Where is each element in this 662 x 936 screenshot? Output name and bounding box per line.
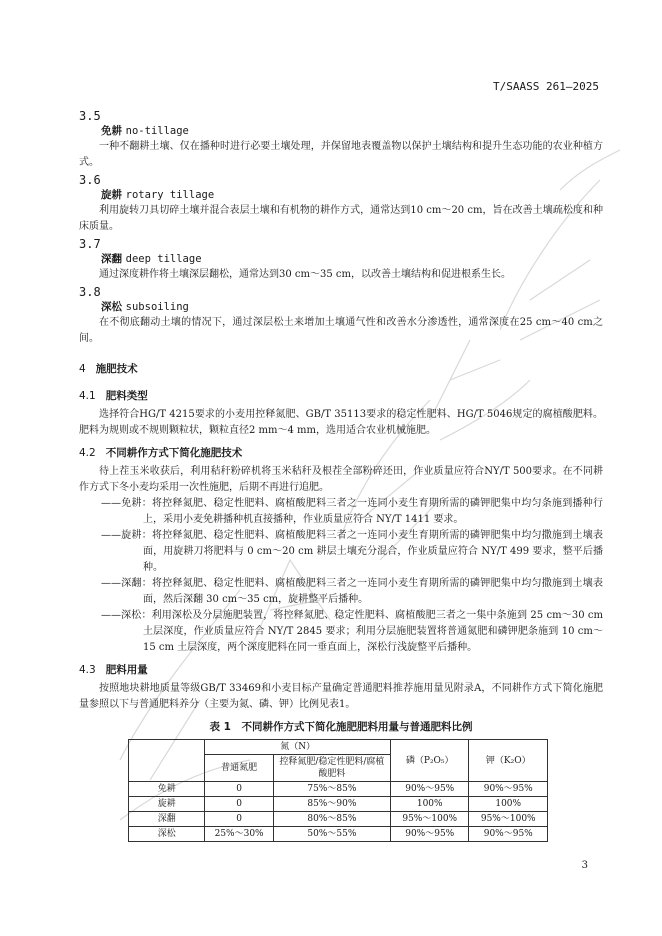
cell-common: 0 <box>205 782 273 797</box>
term-3-6 <box>79 172 603 235</box>
list-item-subsoiling: ——深松：利用深松及分层施肥装置，将控释氮肥、稳定性肥料、腐植酸肥三者之一集中条施到 25 cm～30 cm 土层深度，作业质量应符合 NY/T 2845 要求；利用分层施肥装置将普通氮肥和磷钾肥条施到 10 cm～15 cm 土层深度，两个深度肥料在同一垂直面上，深松行浅旋整平后播种。 <box>101 610 603 653</box>
header-controlled-release: 控释氮肥/稳定性肥料/腐植酸肥料 <box>273 755 390 782</box>
term-number: 3.8 <box>79 285 101 299</box>
term-zh: 深松 <box>101 301 122 313</box>
section-title: 不同耕作方式下简化施肥技术 <box>105 447 243 459</box>
row-label: 深翻 <box>129 812 205 827</box>
cell-p: 90%～95% <box>390 782 468 797</box>
section-4-2-heading <box>79 445 603 460</box>
row-label: 深松 <box>129 827 205 842</box>
term-en: rotary tillage <box>125 189 215 201</box>
section-title: 施肥技术 <box>95 363 138 375</box>
section-number: 4.3 <box>79 664 96 676</box>
cell-common: 0 <box>205 797 273 812</box>
cell-ctrl: 75%～85% <box>273 782 390 797</box>
term-3-5 <box>79 108 603 171</box>
term-3-7 <box>79 236 603 283</box>
cell-p: 95%～100% <box>390 812 468 827</box>
header-nitrogen: 氮（N） <box>205 740 391 755</box>
row-label: 旋耕 <box>129 797 205 812</box>
cell-ctrl: 85%～90% <box>273 797 390 812</box>
cell-ctrl: 50%～55% <box>273 827 390 842</box>
term-number: 3.5 <box>79 109 101 123</box>
term-en: subsoiling <box>125 301 189 313</box>
term-definition: 在不彻底翻动土壤的情况下，通过深层松土来增加土壤通气性和改善水分渗透性，通常深度在25 cm～40 cm之间。 <box>79 317 603 344</box>
table-corner <box>129 740 205 782</box>
table-row <box>129 782 548 797</box>
list-item-no-tillage: ——免耕：将控释氮肥、稳定性肥料、腐植酸肥料三者之一连同小麦生育期所需的磷钾肥集中均匀条施到播种行上，采用小麦免耕播种机直接播种，作业质量应符合 NY/T 1411 要求。 <box>101 498 603 525</box>
section-title: 肥料类型 <box>105 390 148 402</box>
page-number: 3 <box>581 860 588 871</box>
cell-common: 0 <box>205 812 273 827</box>
header-common-n: 普通氮肥 <box>205 755 273 782</box>
main-content <box>79 108 603 842</box>
table-row <box>129 797 548 812</box>
section-number: 4.1 <box>79 390 96 402</box>
standard-number: T/SAASS 261—2025 <box>493 80 599 93</box>
cell-k: 100% <box>469 797 548 812</box>
term-3-8 <box>79 284 603 347</box>
cell-p: 90%～95% <box>390 827 468 842</box>
section-number: 4.2 <box>79 447 96 459</box>
fertilizer-ratio-table <box>128 739 548 842</box>
cell-common: 25%～30% <box>205 827 273 842</box>
section-4-heading <box>79 361 603 376</box>
header-potassium: 钾（K₂O） <box>469 740 548 782</box>
term-number: 3.7 <box>79 237 101 251</box>
section-4-2-paragraph: 待上茬玉米收获后，利用秸秆粉碎机将玉米秸秆及根茬全部粉碎还田，作业质量应符合NY/T 500要求。在不同耕作方式下冬小麦均采用一次性施肥，后期不再进行追肥。 <box>79 466 603 493</box>
section-title: 肥料用量 <box>105 664 148 676</box>
term-en: deep tillage <box>125 253 202 265</box>
term-zh: 旋耕 <box>101 189 122 201</box>
table-caption: 表 1 不同耕作方式下简化施肥肥料用量与普通肥料比例 <box>209 721 473 733</box>
table-row <box>129 812 548 827</box>
term-zh: 深翻 <box>101 253 122 265</box>
cell-k: 90%～95% <box>469 782 548 797</box>
term-number: 3.6 <box>79 173 101 187</box>
term-zh: 免耕 <box>101 125 122 137</box>
cell-k: 95%～100% <box>469 812 548 827</box>
section-4-3-heading <box>79 662 603 677</box>
term-definition: 利用旋转刀具切碎土壤并混合表层土壤和有机物的耕作方式，通常达到10 cm～20 cm，旨在改善土壤疏松度和种床质量。 <box>79 205 603 232</box>
cell-ctrl: 80%～85% <box>273 812 390 827</box>
section-4-1-paragraph: 选择符合HG/T 4215要求的小麦用控释氮肥、GB/T 35113要求的稳定性肥料、HG/T 5046规定的腐植酸肥料。肥料为规则或不规则颗粒状，颗粒直径2 mm～4 mm，选用适合农业机械施肥。 <box>79 409 603 436</box>
term-en: no-tillage <box>125 125 189 137</box>
section-4-3-paragraph: 按照地块耕地质量等级GB/T 33469和小麦目标产量确定普通肥料推荐施用量见附录A，不同耕作方式下简化施肥量参照以下与普通肥料养分（主要为氮、磷、钾）比例见表1。 <box>79 683 603 710</box>
term-definition: 一种不翻耕土壤、仅在播种时进行必要土壤处理，并保留地表覆盖物以保护土壤结构和提升生态功能的农业种植方式。 <box>79 141 603 168</box>
cell-p: 100% <box>390 797 468 812</box>
section-number: 4 <box>79 363 86 375</box>
table-row <box>129 827 548 842</box>
list-item-rotary: ——旋耕：将控释氮肥、稳定性肥料、腐植酸肥料三者之一连同小麦生育期所需的磷钾肥集中均匀撒施到土壤表面，用旋耕刀将肥料与 0 cm～20 cm 耕层土壤充分混合，作业质量应符合 NY/T 499 要求，整平后播种。 <box>101 530 603 573</box>
term-definition: 通过深度耕作将土壤深层翻松，通常达到30 cm～35 cm，以改善土壤结构和促进根系生长。 <box>99 269 511 280</box>
header-phosphorus: 磷（P₂O₅） <box>390 740 468 782</box>
row-label: 免耕 <box>129 782 205 797</box>
list-item-deep: ——深翻：将控释氮肥、稳定性肥料、腐植酸肥料三者之一连同小麦生育期所需的磷钾肥集中均匀撒施到土壤表面，然后深翻 30 cm～35 cm，旋耕整平后播种。 <box>101 578 603 605</box>
section-4-1-heading <box>79 388 603 403</box>
cell-k: 90%～95% <box>469 827 548 842</box>
